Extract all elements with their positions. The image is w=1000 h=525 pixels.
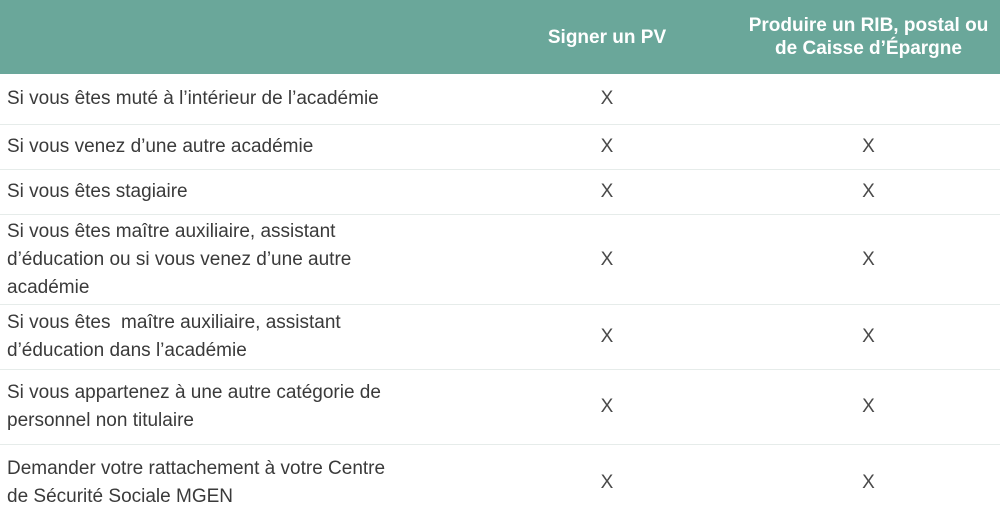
rib-mark: X xyxy=(862,396,875,417)
pv-mark: X xyxy=(600,181,614,202)
row-label: Si vous venez d’une autre académie xyxy=(7,136,314,157)
pv-mark: X xyxy=(600,88,614,109)
row-label xyxy=(0,455,477,511)
pv-mark: X xyxy=(600,471,614,493)
table-row xyxy=(0,74,1000,125)
table-row xyxy=(0,125,1000,170)
table-row xyxy=(0,215,1000,305)
pv-mark: X xyxy=(600,396,614,417)
row-label: Si vous êtes stagiaire xyxy=(7,181,188,202)
table-row xyxy=(0,305,1000,370)
rib-mark: X xyxy=(862,326,875,347)
row-label xyxy=(0,218,477,302)
row-label-line: Si vous êtes maître auxiliaire, assistant xyxy=(7,312,341,333)
rib-mark: X xyxy=(862,471,875,493)
row-label xyxy=(0,309,477,365)
row-label-line: Si vous êtes maître auxiliaire, assistant xyxy=(7,220,336,242)
header-produce-rib-line1: Produire un RIB, postal ou xyxy=(748,15,989,36)
header-sign-pv: Signer un PV xyxy=(547,26,667,48)
row-label: Si vous êtes muté à l’intérieur de l’académie xyxy=(7,88,379,109)
rib-mark: X xyxy=(862,181,875,202)
row-label-line: d’éducation dans l’académie xyxy=(7,340,247,361)
header-produce-rib xyxy=(737,0,1000,74)
header-empty-cell xyxy=(0,0,477,74)
rib-mark: X xyxy=(862,136,875,157)
row-label-line: de Sécurité Sociale MGEN xyxy=(7,485,233,507)
table-row xyxy=(0,170,1000,215)
row-label-line: académie xyxy=(7,276,90,298)
pv-mark: X xyxy=(600,248,614,270)
pv-mark: X xyxy=(600,136,614,157)
table-header xyxy=(0,0,1000,74)
table-row xyxy=(0,370,1000,445)
row-label xyxy=(0,379,477,435)
row-label-line: personnel non titulaire xyxy=(7,410,194,431)
row-label-line: Demander votre rattachement à votre Centre xyxy=(7,457,386,479)
rib-mark: X xyxy=(862,248,875,270)
pv-mark: X xyxy=(600,326,614,347)
header-produce-rib-line2: de Caisse d’Épargne xyxy=(775,38,962,59)
row-label-line: Si vous appartenez à une autre catégorie de xyxy=(7,382,381,403)
table-row xyxy=(0,445,1000,520)
row-label-line: d’éducation ou si vous venez d’une autre xyxy=(7,248,352,270)
